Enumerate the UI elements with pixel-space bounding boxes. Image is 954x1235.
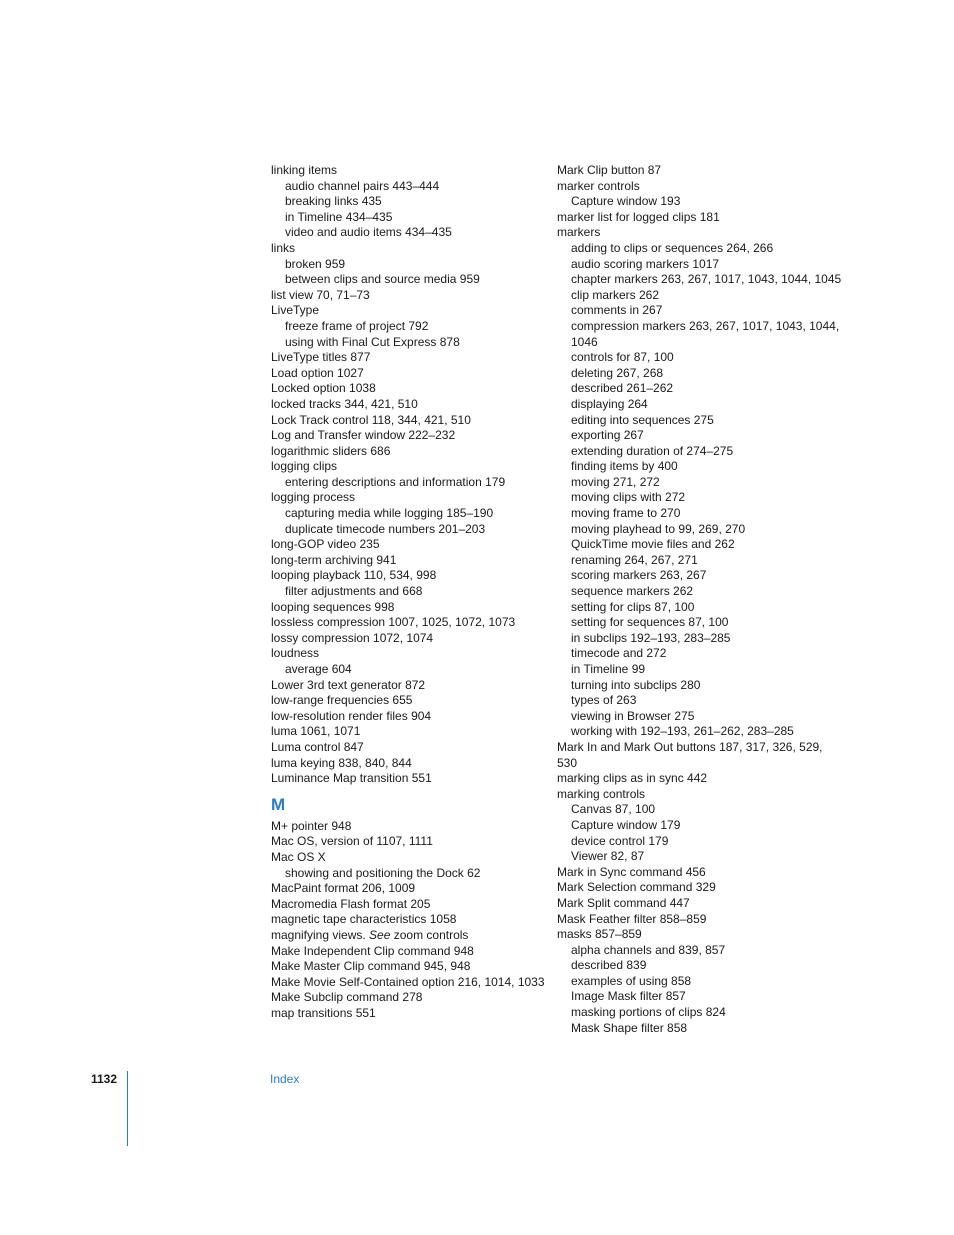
index-subentry: showing and positioning the Dock 62 — [285, 865, 481, 880]
index-subentry: clip markers 262 — [571, 287, 660, 302]
index-subentry: Capture window 179 — [571, 817, 681, 832]
index-subentry: Canvas 87, 100 — [571, 802, 656, 817]
index-subentry: displaying 264 — [571, 396, 648, 411]
index-entry: luma 1061, 1071 — [271, 724, 361, 739]
index-subentry: working with 192–193, 261–262, 283–285 — [571, 724, 794, 739]
index-column-left — [271, 163, 546, 1021]
index-subentry: Capture window 193 — [571, 194, 681, 209]
index-entry: Log and Transfer window 222–232 — [271, 428, 456, 443]
footer-section-label: Index — [270, 1072, 300, 1086]
index-subentry: adding to clips or sequences 264, 266 — [571, 240, 774, 255]
index-entry: marking controls — [557, 786, 646, 801]
footer-divider — [127, 1071, 128, 1146]
index-entry: Locked option 1038 — [271, 381, 376, 396]
index-entry: marker list for logged clips 181 — [557, 209, 720, 224]
index-subentry: moving 271, 272 — [571, 474, 660, 489]
index-subentry: device control 179 — [571, 833, 669, 848]
index-subentry: moving playhead to 99, 269, 270 — [571, 521, 746, 536]
index-subentry: video and audio items 434–435 — [285, 225, 452, 240]
index-entry: long-term archiving 941 — [271, 552, 397, 567]
index-subentry: timecode and 272 — [571, 646, 667, 661]
index-subentry: Image Mask filter 857 — [571, 989, 686, 1004]
index-entry: lossy compression 1072, 1074 — [271, 630, 434, 645]
index-subentry: duplicate timecode numbers 201–203 — [285, 521, 486, 536]
index-subentry: controls for 87, 100 — [571, 350, 674, 365]
index-entry: Make Independent Clip command 948 — [271, 943, 474, 958]
index-entry: linking items — [271, 163, 338, 177]
index-entry: luma keying 838, 840, 844 — [271, 755, 412, 770]
index-entry: markers — [557, 225, 601, 240]
index-entry: Lock Track control 118, 344, 421, 510 — [271, 412, 471, 427]
index-entry: logging process — [271, 490, 356, 505]
index-subentry: filter adjustments and 668 — [285, 584, 423, 599]
index-subentry: chapter markers 263, 267, 1017, 1043, 1044, 1045 — [571, 272, 842, 287]
index-subentry: examples of using 858 — [571, 973, 692, 988]
index-entry: magnetic tape characteristics 1058 — [271, 912, 457, 927]
index-entry: Macromedia Flash format 205 — [271, 896, 431, 911]
index-entry: masks 857–859 — [557, 927, 642, 942]
index-entry: MacPaint format 206, 1009 — [271, 881, 416, 896]
index-subentry: Mask Shape filter 858 — [571, 1020, 688, 1035]
index-entry: magnifying views. See zoom controls — [271, 927, 469, 942]
index-subentry: described 261–262 — [571, 381, 674, 396]
index-subentry: entering descriptions and information 179 — [285, 474, 506, 489]
index-subentry: alpha channels and 839, 857 — [571, 942, 726, 957]
index-entry: Mark In and Mark Out buttons 187, 317, 326, 529, — [557, 739, 823, 754]
index-column-right — [557, 163, 842, 1036]
index-entry: Mark Split command 447 — [557, 895, 690, 910]
index-entry: lossless compression 1007, 1025, 1072, 1073 — [271, 615, 516, 630]
index-subentry: types of 263 — [571, 693, 637, 708]
index-entry: looping sequences 998 — [271, 599, 395, 614]
index-subentry: breaking links 435 — [285, 194, 382, 209]
index-entry: links — [271, 240, 296, 255]
index-entry: Luma control 847 — [271, 739, 364, 754]
index-entry: looping playback 110, 534, 998 — [271, 568, 437, 583]
page-number: 1132 — [91, 1072, 118, 1086]
index-subentry: in subclips 192–193, 283–285 — [571, 630, 731, 645]
index-subentry: in Timeline 434–435 — [285, 209, 393, 224]
index-entry: locked tracks 344, 421, 510 — [271, 396, 418, 411]
index-subentry: comments in 267 — [571, 303, 663, 318]
index-subentry: viewing in Browser 275 — [571, 708, 695, 723]
index-subentry: QuickTime movie files and 262 — [571, 537, 735, 552]
index-entry: Mac OS, version of 1107, 1111 — [271, 834, 433, 849]
index-entry: marking clips as in sync 442 — [557, 771, 708, 786]
index-subentry: audio scoring markers 1017 — [571, 256, 720, 271]
index-entry: logarithmic sliders 686 — [271, 443, 391, 458]
index-subentry: editing into sequences 275 — [571, 412, 714, 427]
index-entry: Mask Feather filter 858–859 — [557, 911, 707, 926]
index-entry: Make Master Clip command 945, 948 — [271, 959, 471, 974]
index-entry: loudness — [271, 646, 320, 661]
index-entry: marker controls — [557, 178, 640, 193]
index-entry: 530 — [557, 755, 578, 770]
index-subentry: setting for sequences 87, 100 — [571, 615, 729, 630]
index-entry: logging clips — [271, 459, 338, 474]
index-subentry: audio channel pairs 443–444 — [285, 178, 440, 193]
index-subentry: setting for clips 87, 100 — [571, 599, 695, 614]
index-subentry: freeze frame of project 792 — [285, 318, 429, 333]
index-entry: Make Movie Self-Contained option 216, 1014, 1033 — [271, 974, 545, 989]
index-subentry: sequence markers 262 — [571, 584, 694, 599]
index-subentry: between clips and source media 959 — [285, 272, 480, 287]
index-entry: LiveType titles 877 — [271, 350, 371, 365]
index-subentry: capturing media while logging 185–190 — [285, 506, 494, 521]
index-subentry: turning into subclips 280 — [571, 677, 701, 692]
index-entry: low-resolution render files 904 — [271, 708, 432, 723]
index-subentry: average 604 — [285, 662, 352, 676]
index-subentry: using with Final Cut Express 878 — [285, 334, 460, 349]
index-entry: Mark in Sync command 456 — [557, 864, 706, 879]
index-entry: map transitions 551 — [271, 1005, 376, 1020]
index-entry: Mark Clip button 87 — [557, 163, 662, 177]
index-subentry: scoring markers 263, 267 — [571, 568, 707, 583]
index-subentry: masking portions of clips 824 — [571, 1005, 726, 1020]
index-subentry: finding items by 400 — [571, 459, 678, 474]
index-entry: Load option 1027 — [271, 365, 364, 380]
index-subentry: moving frame to 270 — [571, 506, 681, 521]
index-entry: Luminance Map transition 551 — [271, 771, 432, 786]
index-subentry: compression markers 263, 267, 1017, 1043, 1044, — [571, 318, 840, 333]
index-entry: Lower 3rd text generator 872 — [271, 677, 426, 692]
index-entry: low-range frequencies 655 — [271, 693, 413, 708]
index-entry: Mark Selection command 329 — [557, 880, 716, 895]
index-entry: Make Subclip command 278 — [271, 990, 423, 1005]
index-entry: M+ pointer 948 — [271, 818, 352, 833]
index-subentry: in Timeline 99 — [571, 662, 646, 676]
index-subentry: renaming 264, 267, 271 — [571, 552, 698, 567]
index-subentry: moving clips with 272 — [571, 490, 686, 505]
index-subentry: exporting 267 — [571, 428, 644, 443]
index-entry: Mac OS X — [271, 849, 326, 864]
index-entry: LiveType — [271, 303, 320, 318]
index-entry: long-GOP video 235 — [271, 537, 380, 552]
index-subentry: Viewer 82, 87 — [571, 849, 645, 864]
index-subentry: 1046 — [571, 334, 598, 349]
index-subentry: broken 959 — [285, 256, 346, 271]
index-subentry: deleting 267, 268 — [571, 365, 664, 380]
index-subentry: described 839 — [571, 958, 647, 973]
index-section-letter: M — [271, 794, 286, 814]
index-subentry: extending duration of 274–275 — [571, 443, 734, 458]
index-entry: list view 70, 71–73 — [271, 287, 370, 302]
